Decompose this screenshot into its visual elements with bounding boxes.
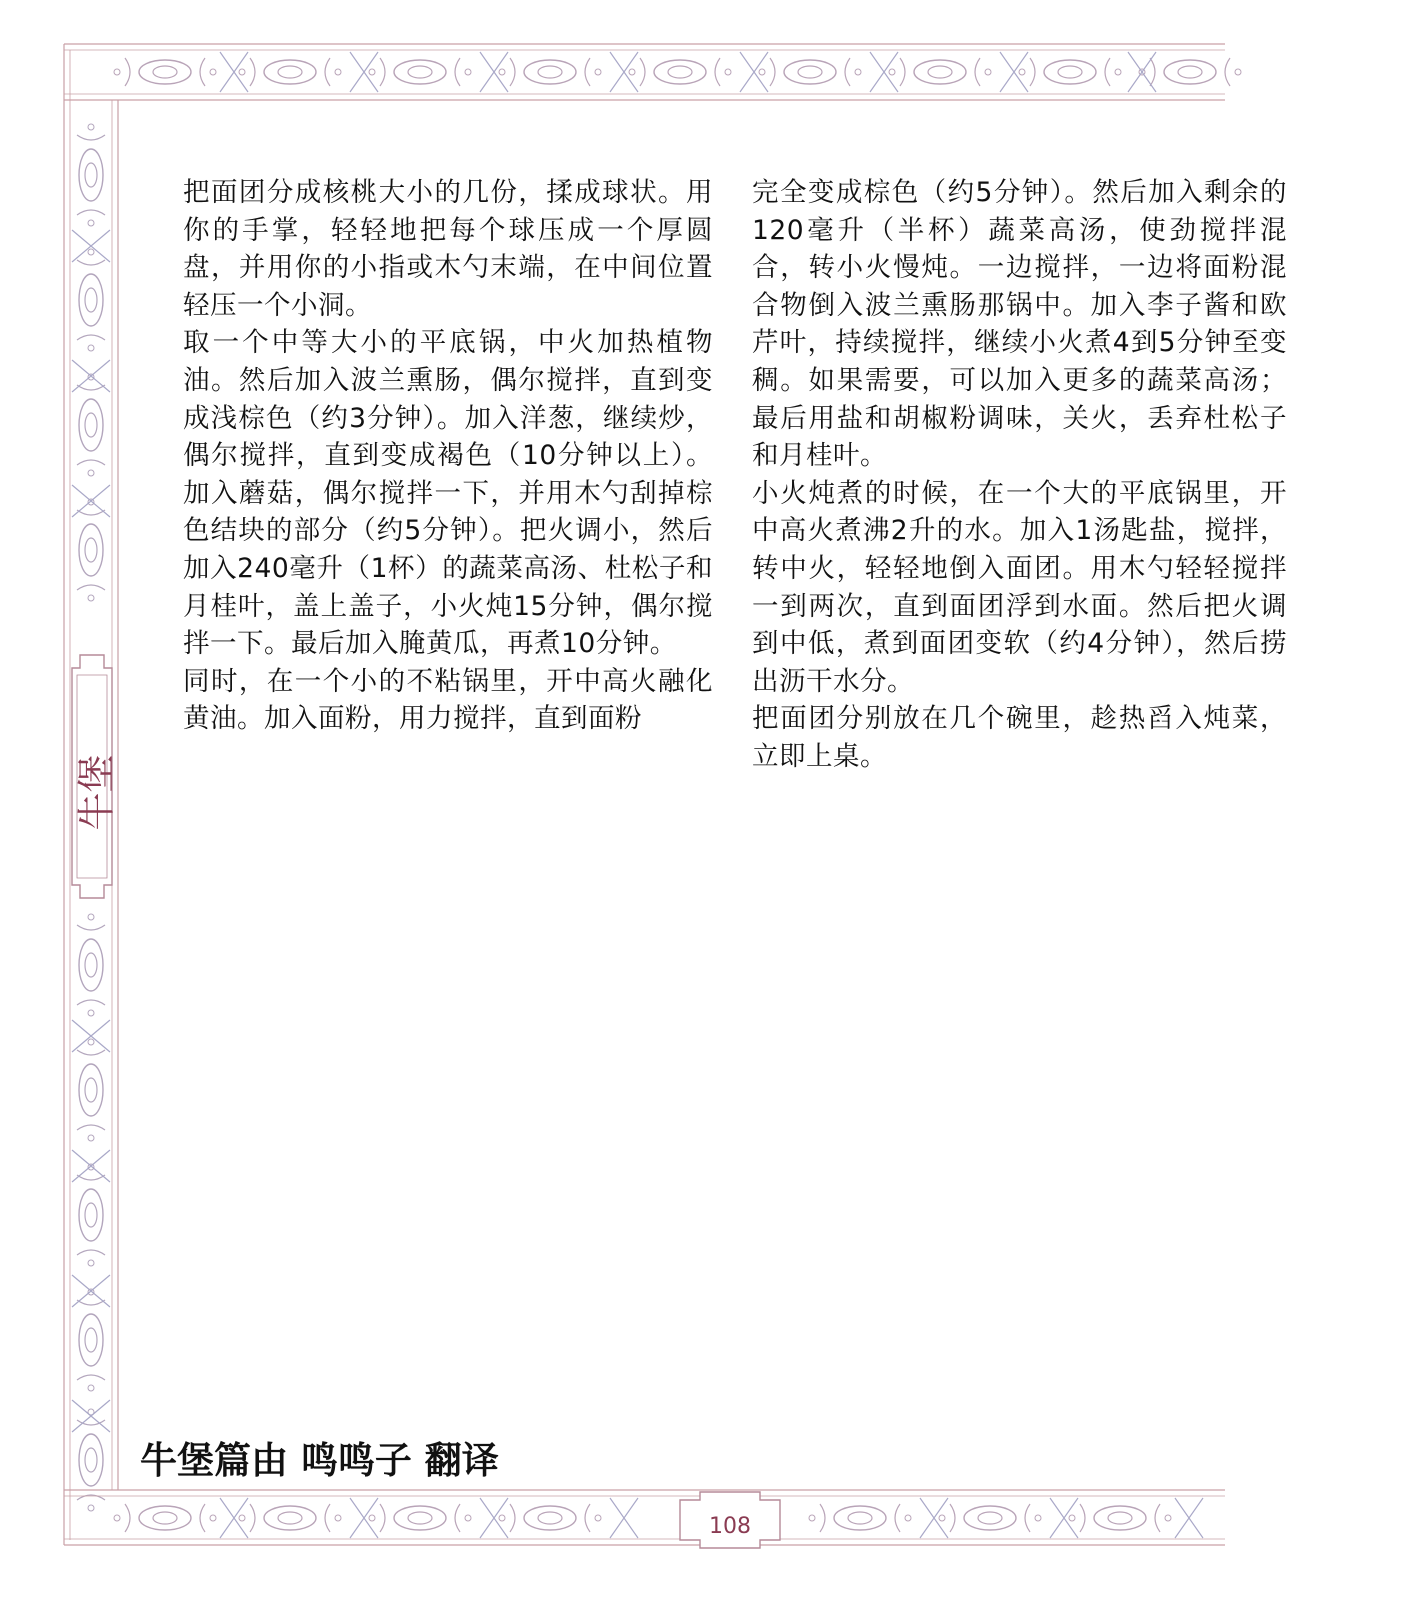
paragraph: 把面团分别放在几个碗里，趁热舀入炖菜，立即上桌。 — [752, 703, 1287, 772]
text-column-right — [752, 174, 1287, 776]
text-column-left — [183, 174, 713, 738]
section-side-label — [73, 752, 119, 832]
page-number: 108 — [709, 1514, 751, 1539]
paragraph: 完全变成棕色（约5分钟）。然后加入剩余的120毫升（半杯）蔬菜高汤，使劲搅拌混合，转小火慢炖。一边搅拌，一边将面粉混合物倒入波兰熏肠那锅中。加入李子酱和欧芹叶，持续搅拌，继续小火煮4到5分钟至变稠。如果需要，可以加入更多的蔬菜高汤；最后用盐和胡椒粉调味，关火，丢弃杜松子和月桂叶。 — [752, 177, 1287, 472]
translator-credit: 牛堡篇由 鸣鸣子 翻译 — [140, 1439, 499, 1482]
paragraph: 把面团分成核桃大小的几份，揉成球状。用你的手掌，轻轻地把每个球压成一个厚圆盘，并用你的小指或木勺末端，在中间位置轻压一个小洞。 — [183, 177, 713, 321]
section-side-label-text: 牛堡 — [74, 753, 119, 831]
paragraph: 取一个中等大小的平底锅，中火加热植物油。然后加入波兰熏肠，偶尔搅拌，直到变成浅棕色（约3分钟）。加入洋葱，继续炒，偶尔搅拌，直到变成褐色（10分钟以上）。加入蘑菇，偶尔搅拌一下，并用木勺刮掉棕色结块的部分（约5分钟）。把火调小，然后加入240毫升（1杯）的蔬菜高汤、杜松子和月桂叶，盖上盖子，小火炖15分钟，偶尔搅拌一下。最后加入腌黄瓜，再煮10分钟。 — [183, 327, 713, 660]
paragraph: 小火炖煮的时候，在一个大的平底锅里，开中高火煮沸2升的水。加入1汤匙盐，搅拌，转中火，轻轻地倒入面团。用木勺轻轻搅拌一到两次，直到面团浮到水面。然后把火调到中低，煮到面团变软（约4分钟），然后捞出沥干水分。 — [752, 477, 1287, 697]
paragraph: 同时，在一个小的不粘锅里，开中高火融化黄油。加入面粉，用力搅拌，直到面粉 — [183, 665, 713, 735]
